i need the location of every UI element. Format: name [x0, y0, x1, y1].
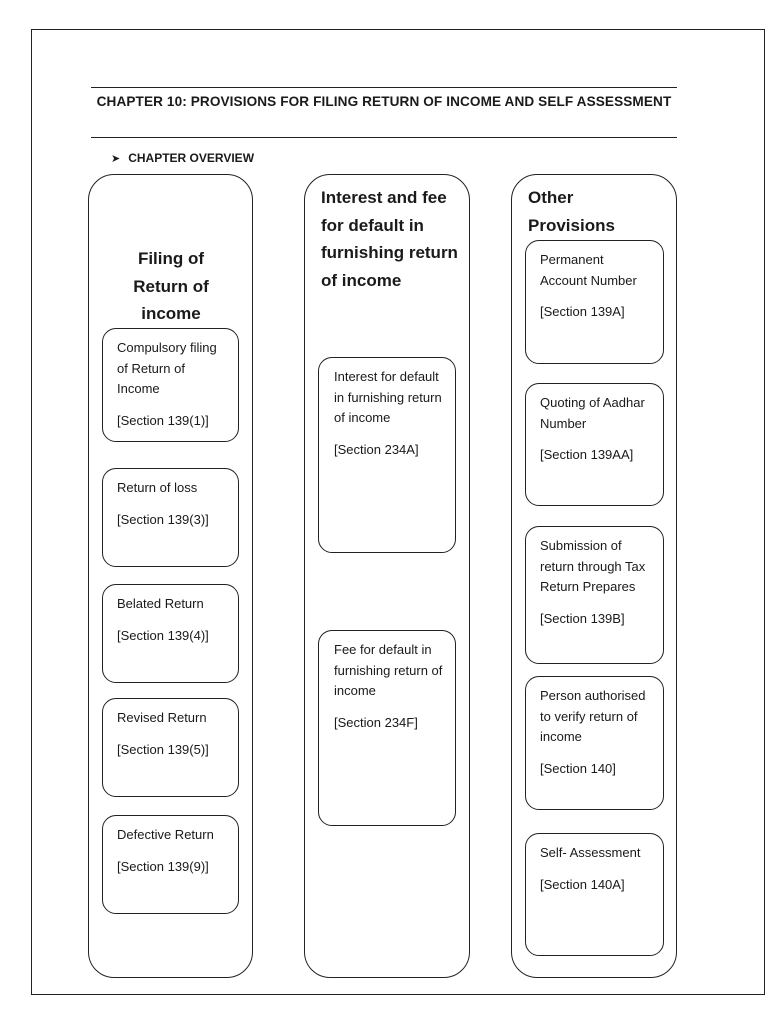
- column-heading-other: Other Provisions: [528, 188, 615, 235]
- card-tax-return-preparer: [525, 526, 664, 664]
- card-self-assessment: [525, 833, 664, 956]
- card-belated-return: [102, 584, 239, 683]
- column-heading-interest: Interest and fee for default in furnishing return of income: [321, 188, 458, 290]
- card-title: Person authorised to verify return of income: [540, 688, 646, 744]
- card-title: Quoting of Aadhar Number: [540, 395, 645, 431]
- card-title: Compulsory filing of Return of Income: [117, 340, 217, 396]
- card-title: Defective Return: [117, 827, 214, 842]
- card-section: [Section 139AA]: [540, 447, 634, 462]
- card-section: [Section 139A]: [540, 304, 625, 319]
- card-section: [Section 140A]: [540, 876, 625, 892]
- card-title: Revised Return: [117, 710, 207, 725]
- card-interest-234a: [318, 357, 456, 553]
- card-aadhar: [525, 383, 664, 506]
- chapter-overview: [111, 151, 254, 165]
- card-section: [Section 234A]: [334, 441, 419, 457]
- title-rule-top: [91, 87, 677, 88]
- column-heading-filing: Filing of Return of income: [133, 249, 209, 323]
- card-defective-return: [102, 815, 239, 914]
- card-section: [Section 234F]: [334, 714, 418, 730]
- card-pan: [525, 240, 664, 364]
- card-title: Submission of return through Tax Return Prepares: [540, 538, 646, 594]
- card-return-of-loss: [102, 468, 239, 567]
- card-fee-234f: [318, 630, 456, 826]
- card-title: Permanent Account Number: [540, 252, 637, 288]
- card-section: [Section 139(4)]: [117, 627, 209, 643]
- arrow-bullet-icon: ➤: [111, 152, 121, 165]
- card-section: [Section 139(1)]: [117, 412, 209, 428]
- card-title: Belated Return: [117, 596, 204, 611]
- card-title: Self- Assessment: [540, 845, 641, 860]
- card-person-authorised: [525, 676, 664, 810]
- card-title: Return of loss: [117, 480, 198, 495]
- card-section: [Section 139(5)]: [117, 741, 209, 757]
- column-interest-and-fee: [304, 174, 470, 978]
- card-title: Fee for default in furnishing return of income: [334, 642, 443, 698]
- card-title: Interest for default in furnishing return of income: [334, 369, 442, 425]
- card-section: [Section 139(3)]: [117, 511, 209, 527]
- card-compulsory-filing: [102, 328, 239, 442]
- chapter-overview-label: CHAPTER OVERVIEW: [128, 151, 255, 165]
- card-section: [Section 139B]: [540, 610, 625, 626]
- title-rule-bottom: [91, 137, 677, 138]
- card-section: [Section 140]: [540, 760, 616, 776]
- card-section: [Section 139(9)]: [117, 858, 209, 874]
- card-revised-return: [102, 698, 239, 797]
- chapter-title: CHAPTER 10: PROVISIONS FOR FILING RETURN OF INCOME AND SELF ASSESSMENT: [96, 94, 672, 109]
